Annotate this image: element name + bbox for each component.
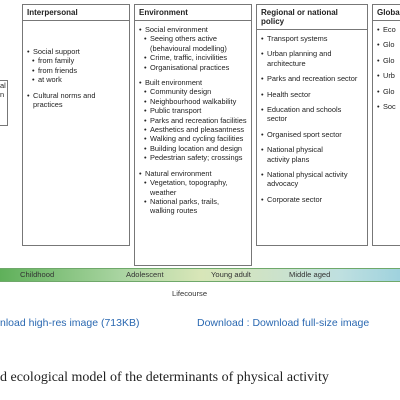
- interpersonal-list: [23, 21, 129, 109]
- list-item: [261, 49, 363, 58]
- environment-column: [134, 4, 252, 266]
- list-item: [27, 47, 125, 56]
- list-item: [261, 170, 363, 179]
- stage-middle-aged: Middle aged: [289, 270, 331, 279]
- bullet-icon: •: [144, 62, 147, 72]
- list-item: [139, 188, 247, 197]
- list-item: [139, 125, 247, 134]
- list-item: [27, 56, 125, 65]
- list-item: [261, 195, 363, 204]
- list-item-text: walking routes: [150, 206, 198, 216]
- list-item: [27, 100, 125, 109]
- list-item: [377, 56, 400, 65]
- list-item-text: Parks and recreation facilities: [150, 115, 247, 125]
- list-item-text: Transport systems: [267, 34, 328, 43]
- list-item-text: Aesthetics and pleasantness: [150, 125, 245, 135]
- list-item: [139, 178, 247, 187]
- bullet-icon: •: [261, 105, 264, 115]
- list-item: [139, 78, 247, 87]
- list-item-text: Corporate sector: [267, 194, 323, 204]
- list-item: [377, 71, 400, 80]
- list-item: [139, 134, 247, 143]
- list-item-text: Soc: [383, 102, 396, 112]
- environment-heading: Environment: [135, 5, 251, 21]
- stage-young-adult: Young adult: [211, 270, 251, 279]
- interpersonal-heading: Interpersonal: [23, 5, 129, 21]
- list-item-text: Organised sport sector: [267, 129, 342, 139]
- bullet-icon: •: [139, 168, 142, 178]
- bullet-icon: •: [144, 196, 147, 206]
- list-item: [261, 179, 363, 188]
- list-item: [377, 102, 400, 111]
- list-item-text: Glo: [383, 40, 395, 50]
- list-item-text: Social support: [33, 47, 80, 56]
- list-item-text: Community design: [150, 87, 212, 97]
- bullet-icon: •: [144, 125, 147, 135]
- list-item: [27, 66, 125, 75]
- list-item-text: Seeing others active: [150, 34, 217, 44]
- stage-adolescent: Adolescent: [126, 270, 164, 279]
- bullet-icon: •: [144, 143, 147, 153]
- list-item: [377, 40, 400, 49]
- list-item-text: Education and schools sector: [267, 105, 342, 124]
- bullet-icon: •: [144, 106, 147, 116]
- bullet-icon: •: [261, 170, 264, 180]
- bullet-icon: •: [377, 25, 380, 34]
- list-item-text: Crime, traffic, incivilities: [150, 53, 228, 63]
- bullet-icon: •: [261, 74, 264, 84]
- bullet-icon: •: [144, 178, 147, 188]
- bullet-icon: •: [32, 56, 35, 66]
- list-item: [139, 87, 247, 96]
- bullet-icon: •: [32, 75, 35, 85]
- list-item-text: Built environment: [145, 78, 203, 88]
- stage-childhood: Childhood: [20, 270, 55, 279]
- list-item-text: Eco: [383, 25, 396, 34]
- list-item: [261, 34, 363, 43]
- list-item: [261, 74, 363, 83]
- list-item-text: at work: [38, 75, 62, 85]
- bullet-icon: •: [261, 194, 264, 204]
- bullet-icon: •: [144, 115, 147, 125]
- list-item: [261, 59, 363, 68]
- list-item: [139, 116, 247, 125]
- list-item: [139, 197, 247, 206]
- list-item-text: from family: [38, 56, 75, 66]
- list-item: [139, 169, 247, 178]
- lifecourse-bar: [0, 268, 400, 282]
- download-highres-link[interactable]: nload high-res image (713KB): [0, 317, 140, 329]
- list-item-text: Walking and cycling facilities: [150, 134, 244, 144]
- list-item: [261, 90, 363, 99]
- list-item-text: practices: [33, 100, 63, 110]
- list-item-text: Urban planning and: [267, 49, 332, 59]
- policy-heading: Regional or national policy: [257, 5, 367, 30]
- list-item-text: Vegetation, topography,: [150, 178, 228, 188]
- bullet-icon: •: [27, 90, 30, 100]
- bullet-icon: •: [32, 65, 35, 75]
- list-item-text: National physical: [267, 145, 323, 155]
- list-item-text: Glo: [383, 86, 395, 96]
- list-item-text: Public transport: [150, 106, 202, 116]
- list-item-text: Natural environment: [145, 168, 212, 178]
- interpersonal-column: [22, 4, 130, 246]
- global-column: [372, 4, 400, 246]
- list-item-text: activity plans: [267, 154, 310, 164]
- bullet-icon: •: [139, 78, 142, 88]
- list-item: [139, 63, 247, 72]
- list-item-text: National parks, trails,: [150, 196, 220, 206]
- list-item: [139, 206, 247, 215]
- list-item-text: from friends: [38, 65, 78, 75]
- bullet-icon: •: [261, 34, 264, 43]
- list-item-text: Health sector: [267, 89, 311, 99]
- stub-line: al: [0, 81, 6, 90]
- download-fullsize-link[interactable]: Download : Download full-size image: [197, 317, 370, 329]
- list-item-text: Urb: [383, 71, 395, 81]
- list-item-text: Parks and recreation sector: [267, 74, 358, 84]
- list-item-text: Social environment: [145, 25, 208, 34]
- bullet-icon: •: [144, 34, 147, 44]
- bullet-icon: •: [377, 86, 380, 96]
- list-item-text: advocacy: [267, 179, 299, 189]
- list-item-text: Cultural norms and: [33, 90, 96, 100]
- list-item-text: Glo: [383, 55, 395, 65]
- list-item: [139, 25, 247, 34]
- list-item-text: weather: [150, 187, 177, 197]
- list-item: [139, 144, 247, 153]
- environment-list: [135, 21, 251, 216]
- figure-caption: d ecological model of the determinants of physical activity: [0, 370, 329, 385]
- bullet-icon: •: [139, 25, 142, 34]
- bullet-icon: •: [144, 96, 147, 106]
- lifecourse-label: Lifecourse: [172, 289, 208, 298]
- individual-column-stub: [0, 80, 8, 126]
- list-item: [27, 91, 125, 100]
- policy-list: [257, 30, 367, 204]
- bullet-icon: •: [144, 53, 147, 63]
- bullet-icon: •: [27, 47, 30, 56]
- stub-line: n: [0, 90, 5, 100]
- bullet-icon: •: [377, 55, 380, 65]
- list-item-text: Neighbourhood walkability: [150, 96, 237, 106]
- list-item: [261, 105, 363, 124]
- global-heading: Globa: [373, 5, 400, 21]
- bullet-icon: •: [377, 40, 380, 50]
- bullet-icon: •: [377, 102, 380, 112]
- list-item: [377, 87, 400, 96]
- bullet-icon: •: [144, 153, 147, 163]
- bullet-icon: •: [261, 89, 264, 99]
- list-item: [261, 145, 363, 154]
- bullet-icon: •: [261, 129, 264, 139]
- bullet-icon: •: [261, 145, 264, 155]
- bullet-icon: •: [144, 134, 147, 144]
- list-item: [139, 34, 247, 43]
- list-item: [27, 75, 125, 84]
- bullet-icon: •: [377, 71, 380, 81]
- list-item: [139, 106, 247, 115]
- list-item: [139, 97, 247, 106]
- list-item-text: Organisational practices: [150, 62, 230, 72]
- policy-column: [256, 4, 368, 246]
- list-item: [139, 153, 247, 162]
- bullet-icon: •: [261, 49, 264, 59]
- list-item-text: Building location and design: [150, 143, 243, 153]
- list-item-text: architecture: [267, 58, 306, 68]
- list-item-text: (behavioural modelling): [150, 43, 227, 53]
- bullet-icon: •: [144, 87, 147, 97]
- list-item-text: Pedestrian safety; crossings: [150, 153, 243, 163]
- list-item-text: National physical activity: [267, 170, 348, 180]
- global-list: [373, 21, 400, 111]
- list-item: [261, 155, 363, 164]
- list-item: [261, 130, 363, 139]
- list-item: [139, 44, 247, 53]
- list-item: [377, 25, 400, 34]
- list-item: [139, 53, 247, 62]
